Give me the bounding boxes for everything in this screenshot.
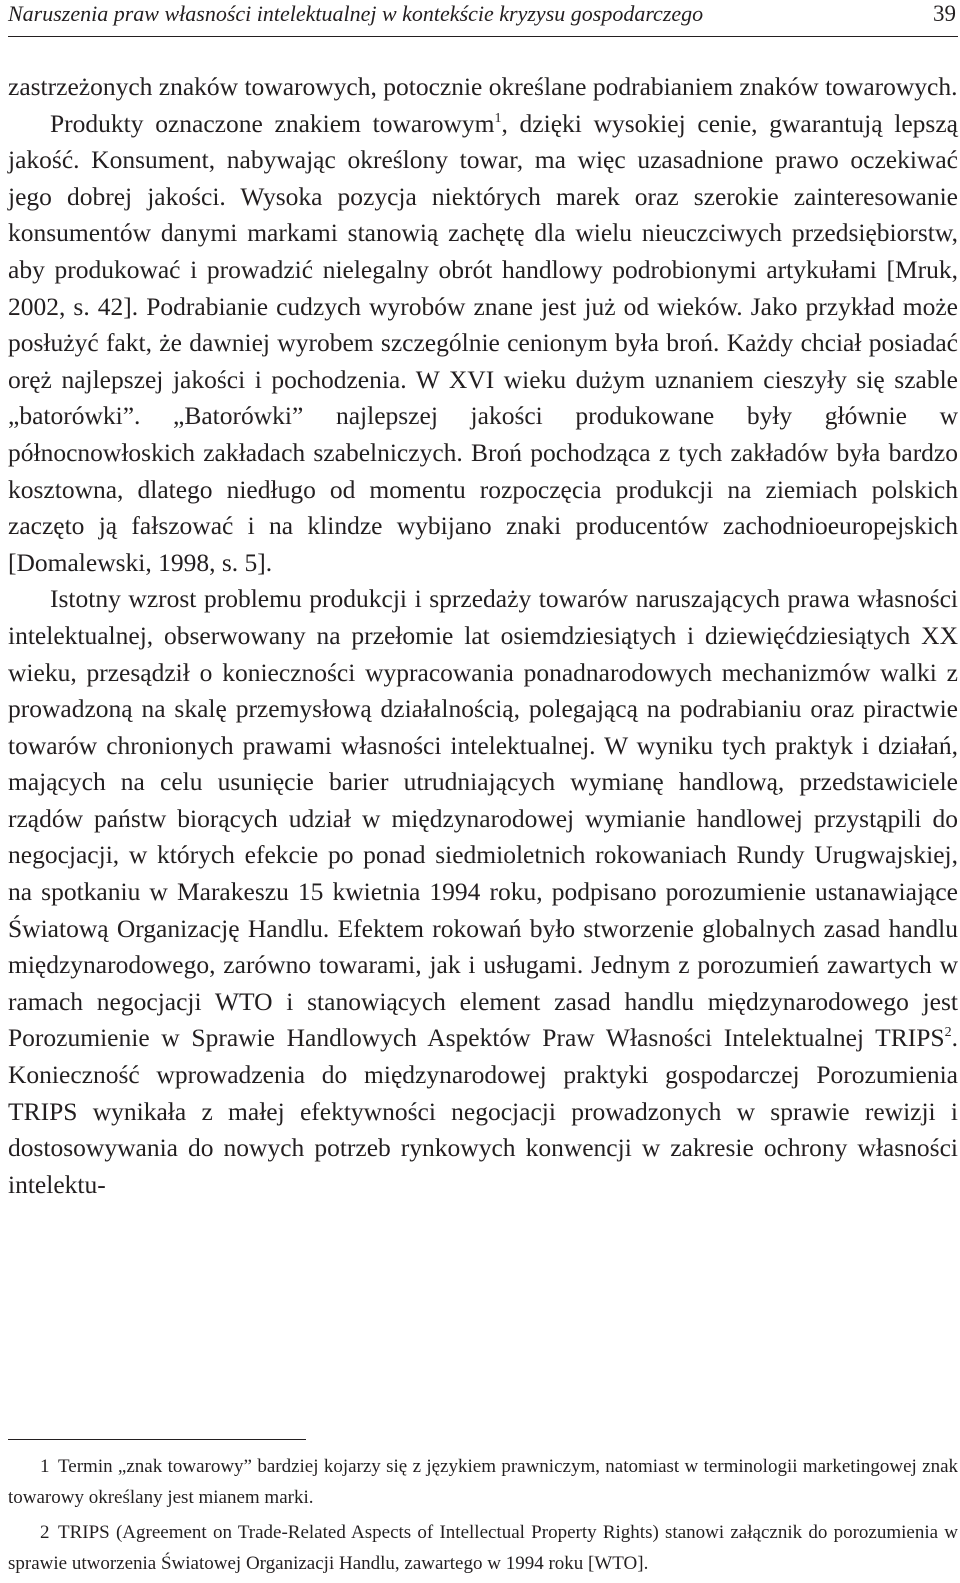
page-number: 39 (933, 1, 956, 26)
paragraph-2-text-a: Produkty oznaczone znakiem towarowym (50, 108, 495, 138)
paragraph-2 (8, 106, 958, 582)
footnotes (8, 1451, 958, 1583)
footnote-separator (8, 1439, 306, 1440)
running-header (8, 0, 958, 37)
paragraph-3-text-a: Istotny wzrost problemu produkcji i sprzedaży towarów naruszających prawa własności intelektualnej, obserwowany na przełomie lat osiemdziesiątych i dziewięćdziesiątych XX wieku, przesądził o konieczności wypracowania ponadnarodowych mechanizmów walki z prowadzoną na skalę przemysłową działalnością, polegającą na podrabianiu oraz piractwie towarów chronionych prawami własności intelektualnej. W wyniku tych praktyk i działań, mających na celu usunięcie barier utrudniających wymianę handlową, przedstawiciele rządów państw biorących udział w międzynarodowej wymianie handlowej przystąpili do negocjacji, w których efekcie po ponad siedmioletnich rokowaniach Rundy Urugwajskiej, na spotkaniu w Marakeszu 15 kwietnia 1994 roku, podpisano porozumienie ustanawiające Światową Organizację Handlu. Efektem rokowań było stworzenie globalnych zasad handlu międzynarodowego, zarówno towarami, jak i usługami. Jednym z porozumień zawartych w ramach negocjacji WTO i stanowiących element zasad handlu międzynarodowego jest Porozumienie w Sprawie Handlowych Aspektów Praw Własności Intelektualnej TRIPS (8, 584, 958, 1053)
footnote-ref-2[interactable]: 2 (944, 1025, 952, 1041)
footnote-2-number: 2 (40, 1522, 50, 1543)
paragraph-2-text-b: , dzięki wysokiej cenie, gwarantują lepszą jakość. Konsument, nabywając określony towar, ma więc uzasadnione prawo oczekiwać jego dobrej jakości. Wysoka pozycja niektórych marek oraz szerokie zainteresowanie konsumentów danymi markami stanowią zachętę dla wielu nieuczciwych przedsiębiorstw, aby produkować i prowadzić nielegalny obrót handlowy podrobionymi artykułami [Mruk, 2002, s. 42]. Podrabianie cudzych wyrobów znane jest już od wieków. Jako przykład może posłużyć fakt, że dawniej wyrobem szczególnie cenionym była broń. Każdy chciał posiadać oręż najlepszej jakości i pochodzenia. W XVI wieku dużym uznaniem cieszyły się szable „batorówki”. „Batorówki” najlepszej jakości produkowane były głównie w północnowłoskich zakładach szabelniczych. Broń pochodząca z tych zakładów była bardzo kosztowna, dlatego niedługo od momentu rozpoczęcia produkcji na ziemiach polskich zaczęto ją fałszować i na klindze wybijano znaki producentów zachodnioeuropejskich [Domalewski, 1998, s. 5]. (8, 108, 958, 577)
body-text (8, 69, 958, 1203)
footnote-2-text: TRIPS (Agreement on Trade-Related Aspects of Intellectual Property Rights) stanowi załącznik do porozumienia w sprawie utworzenia Światowej Organizacji Handlu, zawartego w 1994 roku [WTO]. (8, 1522, 958, 1574)
paragraph-3 (8, 581, 958, 1203)
footnote-1 (8, 1451, 958, 1513)
paragraph-1: zastrzeżonych znaków towarowych, potocznie określane podrabianiem znaków towarowych. (8, 72, 958, 101)
footnote-1-text: Termin „znak towarowy” bardziej kojarzy się z językiem prawniczym, natomiast w terminologii marketingowej znak towarowy określany jest mianem marki. (8, 1456, 958, 1508)
footnote-1-number: 1 (40, 1456, 50, 1477)
running-header-title: Naruszenia praw własności intelektualnej w kontekście kryzysu gospodarczego (8, 1, 704, 26)
paragraph-3-text-b: . Konieczność wprowadzenia do międzynarodowej praktyki gospodarczej Porozumienia TRIPS wynikała z małej efektywności negocjacji prowadzonych w sprawie rewizji i dostosowywania do nowych potrzeb rynkowych konwencji w zakresie ochrony własności intelektu- (8, 1023, 958, 1199)
footnote-ref-1[interactable]: 1 (494, 110, 502, 126)
footnote-2 (8, 1517, 958, 1579)
